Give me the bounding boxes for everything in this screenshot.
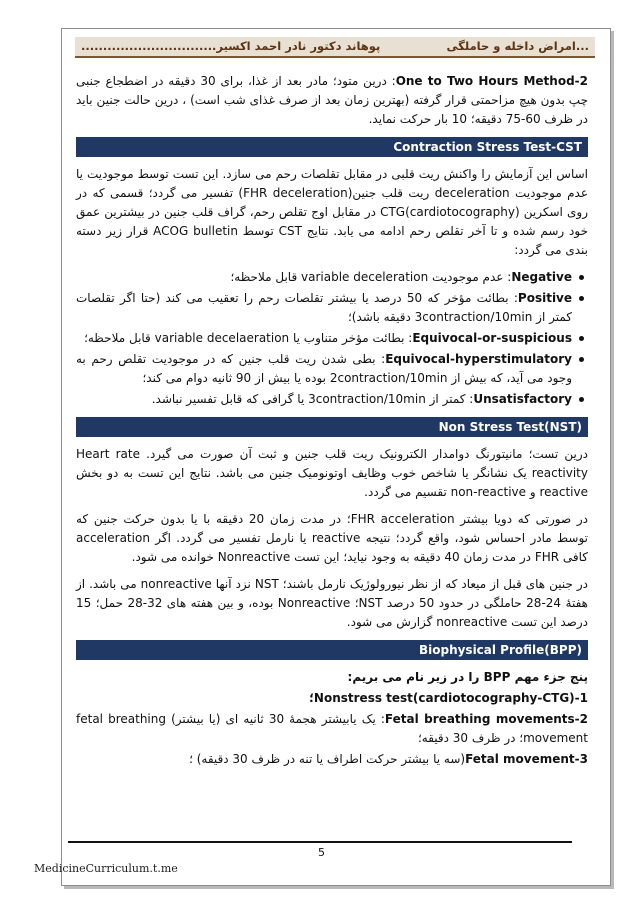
header-author: ...............................پوهاند دکتور نادر احمد اکسیر [81, 39, 381, 53]
cst-intro: اساس این آزمایش را واکنش ریت قلبی در مقابل تقلصات رحم می سازد. این تست توسط موجودیت یا عدم موجودیت deceleration ریت قلب جنین(FHR deceleration) تفسیر می گردد؛ قسمی که در روی اسکرین CTG(cardiotocography) در مقابل اوج تقلص رحم، گراف قلب جنین در بیشترین عمق خود رسم شده و تا آخر تقلص رحم ادامه می یابد. نتایج CST توسط ACOG bulletin قرار زیر دسته بندی می گردد: [76, 167, 588, 257]
cst-text-equivocal: : بطائت مؤخر متناوب یا variable decelaeration قابل ملاحظه؛ [84, 331, 413, 345]
cst-term-equivocal: Equivocal-or-suspicious [412, 331, 572, 345]
list-item [76, 390, 572, 409]
cst-term-hyperstimulatory: Equivocal-hyperstimulatory [385, 352, 572, 366]
cst-term-positive: Positive [517, 291, 573, 305]
bpp-title: پنج جزء مهم BPP را در زیر نام می بریم: [347, 670, 588, 684]
nst-paragraph-1: درین تست؛ مانیتورنگ دوامدار الکترونیک ریت قلب جنین و ثبت آن صورت می گیرد. Heart rate reactivity یک نشانگر یا شاخص خوب وظایف اوتونومیک جنین می باشد. نتایج این تست به دو بخش reactive و non-reactive تقسیم می گردد. [76, 447, 588, 499]
list-item [76, 329, 572, 348]
running-header [75, 37, 595, 58]
list-item [76, 289, 572, 327]
cst-term-unsatisfactory: Unsatisfactory [473, 392, 572, 406]
list-item [76, 268, 572, 287]
bpp-item-2 [76, 710, 588, 748]
bpp-item-1 [76, 689, 588, 708]
list-item [76, 350, 572, 388]
cst-text-negative: : عدم موجودیت variable deceleration قابل ملاحظه؛ [230, 270, 512, 284]
header-book-title: امراض داخله و حاملگی... [446, 39, 589, 53]
nst-heading: Non Stress Test(NST) [76, 417, 588, 437]
nst-paragraph-3: در جنین های قبل از میعاد که از نظر نیورولوژیک نارمل باشند؛ NST نزد آنها nonreactive می باشد. از هفتهٔ 24-28 حاملگی در حدود 50 درصد NST؛ Nonreactive بوده، و بین هفته های 32-28 حمل؛ 15 درصد این تست nonreactive گزارش می شود. [76, 577, 588, 629]
bpp-item-2-text: : یک یابیشتر هجمهٔ 30 ثانیه ای (یا بیشتر) fetal breathing movement؛ در ظرف 30 دقیقه؛ [76, 712, 588, 745]
method2-paragraph [76, 72, 588, 129]
bpp-item-3-term: Fetal movement-3 [465, 752, 588, 766]
cst-results-list [76, 268, 588, 409]
nst-paragraph-2: در صورتی که دویا بیشتر FHR acceleration؛ در مدت زمان 20 دقیقه با یا بدون حرکت جنین که توسط مادر احساس شود، واقع گردد؛ نتیجه reactive یا نارمل تفسیر می گردد. اگر acceleration کافی FHR در مدت زمان 40 دقیقه به وجود نیاید؛ این تست Nonreactive خوانده می شود. [76, 512, 588, 564]
cst-text-unsatisfactory: : کمتر از 3contraction/10min یا گرافی که قابل تفسیر نباشد. [151, 392, 474, 406]
cst-text-hyperstimulatory: : بطی شدن ریت قلب جنین که در موجودیت تقلص رحم به وجود می آید، که بیش از 2contraction/10min بوده یا بیش از 90 ثانیه دوام می کند؛ [76, 352, 572, 385]
page-number: 5 [318, 846, 325, 859]
method2-text: : درین متود؛ مادر بعد از غذا، برای 30 دقیقه در اضطجاع جنبی چپ بدون هیچ مزاحمتی قرار گرفته (بهترین زمان بعد از صرف غذای شب است) ، درین حالت جنین باید در ظرف 60-75 دقیقه؛ 10 بار حرکت نماید. [76, 74, 588, 126]
footer-divider [68, 841, 572, 843]
bpp-heading: Biophysical Profile(BPP) [76, 640, 588, 660]
cst-term-negative: Negative [511, 270, 572, 284]
page-content [76, 72, 588, 771]
bpp-item-1-text: Nonstress test(cardiotocography-CTG)-1؛ [309, 691, 588, 705]
source-watermark: MedicineCurriculum.t.me [34, 862, 178, 875]
bpp-item-2-term: Fetal breathing movements-2 [384, 712, 588, 726]
bpp-item-3-text: (سه یا بیشتر حرکت اطراف یا تنه در ظرف 30 دقیقه) ؛ [189, 752, 466, 766]
bpp-item-3 [76, 750, 588, 769]
cst-text-positive: : بطائت مؤخر که 50 درصد یا بیشتر تقلصات رحم را تعقیب می کند (حتا اگر تقلصات کمتر از 3contraction/10min دقیقه باشد)؛ [76, 291, 572, 324]
cst-heading: Contraction Stress Test-CST [76, 137, 588, 157]
method2-title: One to Two Hours Method-2 [395, 74, 588, 88]
